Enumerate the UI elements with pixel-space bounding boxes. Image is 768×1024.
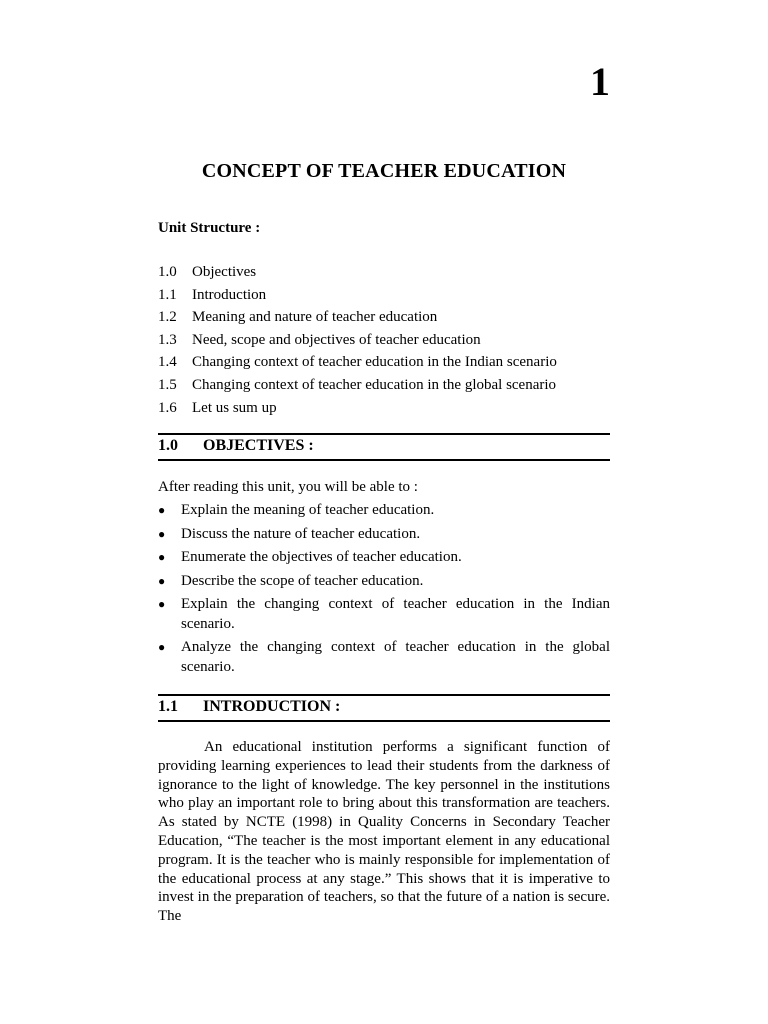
list-item (158, 548, 610, 568)
list-item (158, 525, 610, 545)
toc-item-number: 1.1 (158, 286, 177, 303)
section-title: INTRODUCTION : (203, 698, 341, 715)
objectives-section-heading (158, 433, 610, 461)
toc-item-label: Objectives (192, 264, 257, 280)
toc-item-number: 1.5 (158, 376, 177, 393)
toc-item (158, 329, 618, 352)
toc-item-number: 1.2 (158, 309, 177, 326)
list-item (158, 501, 610, 521)
introduction-section-heading (158, 694, 610, 722)
toc-item-label: Need, scope and objectives of teacher education (192, 331, 481, 348)
toc-item-number: 1.4 (158, 354, 177, 371)
list-item-text: Describe the scope of teacher education. (181, 572, 424, 589)
objectives-list (158, 501, 610, 681)
introduction-paragraph: An educational institution performs a significant function of providing learning experiences to lead their students from the darkness of ignorance to the light of knowledge. The key personnel in the institutions who play an important role to bring about this transformation are teachers. As stated by NCTE (1998) in Quality Concerns in Secondary Teacher Education, “The teacher is the most important element in any educational program. It is the teacher who is mainly responsible for implementation of the educational process at any stage.” This shows that it is imperative to invest in the preparation of teachers, so that the future of a nation is secure. The (158, 739, 610, 925)
bullet-icon: ● (158, 640, 166, 654)
section-number: 1.0 (158, 437, 178, 454)
toc-item-label: Meaning and nature of teacher education (192, 309, 438, 326)
toc-item-number: 1.0 (158, 264, 177, 280)
toc-item (158, 306, 618, 329)
toc-item (158, 397, 618, 420)
bullet-icon: ● (158, 503, 166, 517)
bullet-icon: ● (158, 597, 166, 611)
toc-item-number: 1.6 (158, 399, 177, 416)
list-item (158, 595, 610, 634)
section-number: 1.1 (158, 698, 178, 715)
list-item (158, 638, 610, 677)
list-item-text: Explain the changing context of teacher education in the Indian scenario. (181, 596, 610, 632)
list-item-text: Discuss the nature of teacher education. (181, 525, 421, 542)
toc-item-label: Changing context of teacher education in the Indian scenario (192, 354, 557, 371)
bullet-icon: ● (158, 526, 166, 541)
toc-item-label: Changing context of teacher education in the global scenario (192, 376, 557, 393)
bullet-icon: ● (158, 550, 166, 564)
objectives-intro: After reading this unit, you will be able to : (158, 479, 418, 495)
list-item-text: Explain the meaning of teacher education. (181, 502, 435, 518)
toc-item (158, 351, 618, 374)
toc-item (158, 284, 618, 307)
list-item-text: Analyze the changing context of teacher education in the global scenario. (181, 639, 610, 675)
page-title: CONCEPT OF TEACHER EDUCATION (201, 160, 567, 182)
toc-item-label: Introduction (192, 286, 267, 303)
toc-item (158, 374, 618, 397)
toc-item (158, 261, 618, 284)
list-item-text: Enumerate the objectives of teacher education. (181, 549, 462, 565)
unit-structure-list (158, 261, 618, 419)
section-title: OBJECTIVES : (203, 437, 314, 454)
chapter-number: 1 (590, 59, 610, 104)
toc-item-number: 1.3 (158, 331, 177, 348)
unit-structure-heading: Unit Structure : (158, 220, 261, 236)
toc-item-label: Let us sum up (192, 399, 277, 416)
bullet-icon: ● (158, 573, 166, 588)
list-item (158, 572, 610, 592)
